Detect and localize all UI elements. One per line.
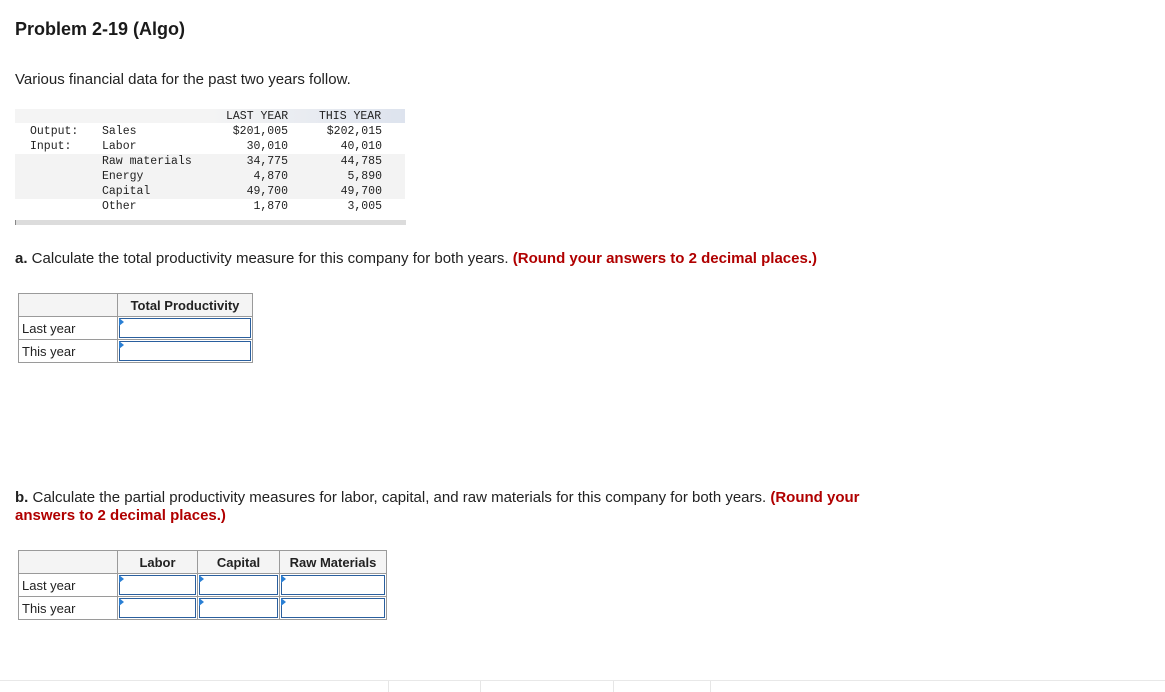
row-item-label: Labor xyxy=(102,140,137,153)
total-productivity-header: Total Productivity xyxy=(118,294,253,317)
part-b-answer-table xyxy=(18,550,387,620)
row-this-value: 49,700 xyxy=(340,185,382,198)
row-last-value: 30,010 xyxy=(246,140,288,153)
corner-cell xyxy=(19,551,118,574)
row-this-value: 3,005 xyxy=(347,200,382,213)
row-last-value: 34,775 xyxy=(246,155,288,168)
row-this-value: 5,890 xyxy=(347,170,382,183)
row-last-value: $201,005 xyxy=(232,125,288,138)
row-item-label: Raw materials xyxy=(102,155,192,168)
row-item-label: Capital xyxy=(102,185,151,198)
part-a-answer-table xyxy=(18,293,253,363)
financial-row xyxy=(15,184,405,199)
problem-intro: Various financial data for the past two years follow. xyxy=(15,71,351,88)
financial-row xyxy=(15,199,405,214)
answer-marker-icon xyxy=(119,318,124,326)
row-this-value: $202,015 xyxy=(326,125,382,138)
part-b-question xyxy=(15,489,915,525)
financial-row xyxy=(15,154,405,169)
row-this-value: 44,785 xyxy=(340,155,382,168)
part-b-text: Calculate the partial productivity measures for labor, capital, and raw materials for this company for both years. xyxy=(28,489,771,506)
part-a-prefix: a. xyxy=(15,250,28,267)
corner-cell xyxy=(19,294,118,317)
row-last-value: 1,870 xyxy=(253,200,288,213)
part-a-question xyxy=(15,250,817,267)
financial-table-bottom-bar xyxy=(15,220,406,225)
labor-this-year-input[interactable] xyxy=(118,597,198,620)
row-last-value: 4,870 xyxy=(253,170,288,183)
row-group-label: Output: xyxy=(30,125,79,138)
financial-row xyxy=(15,169,405,184)
financial-header-row xyxy=(15,109,405,124)
row-group-label: Input: xyxy=(30,140,72,153)
raw-materials-header: Raw Materials xyxy=(280,551,387,574)
answer-marker-icon xyxy=(119,598,124,606)
financial-row xyxy=(15,139,405,154)
footer-divider xyxy=(0,680,1165,681)
this-year-label: This year xyxy=(19,340,118,363)
row-this-value: 40,010 xyxy=(340,140,382,153)
col-last-year-header: LAST YEAR xyxy=(226,110,289,123)
part-b-prefix: b. xyxy=(15,489,29,506)
answer-marker-icon xyxy=(199,575,204,583)
financial-data-table xyxy=(15,108,405,226)
last-year-label: Last year xyxy=(19,317,118,340)
row-last-value: 49,700 xyxy=(246,185,288,198)
footer-divider xyxy=(613,681,614,692)
labor-last-year-input[interactable] xyxy=(118,574,198,597)
footer-divider xyxy=(710,681,711,692)
part-a-rounding-note: (Round your answers to 2 decimal places.) xyxy=(512,250,817,267)
row-item-label: Other xyxy=(102,200,137,213)
answer-marker-icon xyxy=(281,575,286,583)
footer-divider xyxy=(480,681,481,692)
total-productivity-last-year-input[interactable] xyxy=(118,317,253,340)
capital-header: Capital xyxy=(198,551,280,574)
raw-materials-last-year-input[interactable] xyxy=(280,574,387,597)
total-productivity-this-year-input[interactable] xyxy=(118,340,253,363)
answer-marker-icon xyxy=(119,575,124,583)
answer-marker-icon xyxy=(119,341,124,349)
footer-divider xyxy=(388,681,389,692)
this-year-label: This year xyxy=(19,597,118,620)
last-year-label: Last year xyxy=(19,574,118,597)
answer-marker-icon xyxy=(199,598,204,606)
part-a-text: Calculate the total productivity measure for this company for both years. xyxy=(27,250,513,267)
row-item-label: Energy xyxy=(102,170,144,183)
raw-materials-this-year-input[interactable] xyxy=(280,597,387,620)
part-b-rounding-note: (Round your answers to 2 decimal places.) xyxy=(15,489,860,524)
answer-marker-icon xyxy=(281,598,286,606)
capital-this-year-input[interactable] xyxy=(198,597,280,620)
labor-header: Labor xyxy=(118,551,198,574)
row-item-label: Sales xyxy=(102,125,137,138)
col-this-year-header: THIS YEAR xyxy=(319,110,382,123)
capital-last-year-input[interactable] xyxy=(198,574,280,597)
problem-title: Problem 2-19 (Algo) xyxy=(15,19,186,39)
financial-row xyxy=(15,124,405,139)
